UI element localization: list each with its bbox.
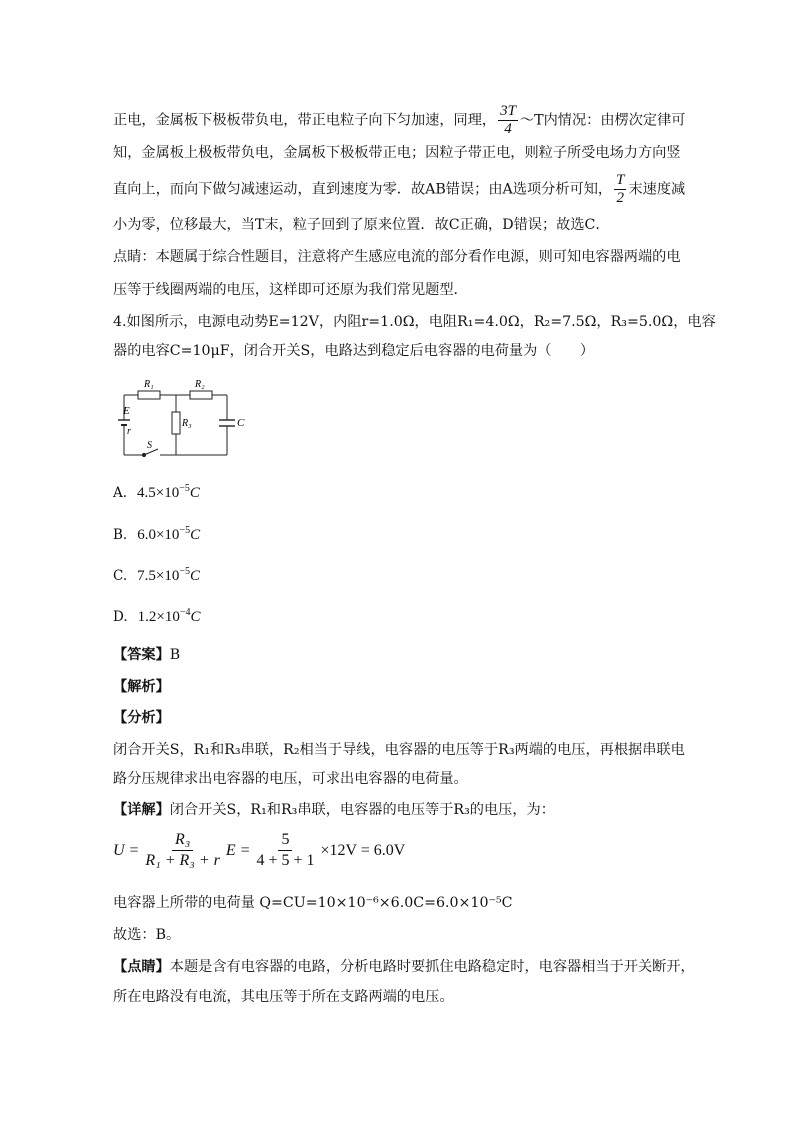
option-unit: C bbox=[189, 485, 200, 501]
label-r2: R₂ bbox=[195, 379, 205, 390]
text-line: 点睛：本题属于综合性题目，注意将产生感应电流的部分看作电源，则可知电容器两端的电 bbox=[113, 249, 681, 265]
option-b bbox=[113, 525, 200, 544]
dianjing-line bbox=[113, 957, 695, 977]
answer-value: B bbox=[169, 647, 181, 663]
text-line: 压等于线圈两端的电压，这样即可还原为我们常见题型． bbox=[113, 282, 468, 298]
text-segment: 正电，金属板下极板带负电，带正电粒子向下匀加速，同理， bbox=[113, 112, 497, 129]
fenxi-header: 【分析】 bbox=[113, 710, 170, 726]
fraction-numerator: 3T bbox=[500, 103, 516, 119]
option-a bbox=[113, 483, 200, 502]
text-line bbox=[113, 103, 685, 138]
eq-rhs: ×12V = 6.0V bbox=[320, 841, 406, 859]
option-unit: C bbox=[190, 568, 201, 584]
option-exponent: −4 bbox=[179, 607, 191, 618]
option-letter: B. bbox=[113, 527, 128, 543]
label-r3: R₃ bbox=[182, 418, 192, 429]
resistor-r3 bbox=[172, 412, 180, 434]
option-mantissa: 4.5×10 bbox=[137, 485, 180, 501]
option-exponent: −5 bbox=[179, 566, 190, 577]
eq-lhs: U = bbox=[113, 841, 140, 859]
circuit-diagram bbox=[108, 368, 248, 460]
text-segment: 末速度减 bbox=[628, 181, 686, 198]
answer-label: 【答案】 bbox=[113, 647, 170, 663]
eq-f2-numerator: 5 bbox=[278, 830, 292, 851]
text-line bbox=[113, 172, 685, 207]
resistor-r1 bbox=[138, 391, 160, 399]
fraction-denominator: 4 bbox=[504, 121, 512, 137]
label-c: C bbox=[237, 417, 245, 429]
text-line: 所在电路没有电流，其电压等于所在支路两端的电压。 bbox=[113, 989, 454, 1005]
fraction-numerator: T bbox=[616, 172, 625, 188]
option-d bbox=[113, 607, 201, 626]
fraction bbox=[614, 172, 626, 207]
fraction-denominator: 2 bbox=[616, 190, 625, 206]
text-line: 路分压规律求出电容器的电压，可求出电容器的电荷量。 bbox=[113, 771, 468, 787]
eq-fraction-2 bbox=[253, 830, 317, 871]
detail-label: 【详解】 bbox=[113, 802, 170, 818]
voltage-equation bbox=[113, 830, 405, 871]
text-line: 闭合开关S，R₁和R₃串联，R₂相当于导线，电容器的电压等于R₃两端的电压，再根据串联电 bbox=[113, 742, 685, 758]
question-line: 4.如图所示，电源电动势E=12V，内阻r=1.0Ω，电阻R₁=4.0Ω，R₂=7.5Ω，R₃=5.0Ω，电容 bbox=[113, 314, 716, 330]
eq-mid: E = bbox=[225, 841, 251, 859]
option-exponent: −5 bbox=[179, 483, 190, 494]
question-line: 器的电容C=10μF，闭合开关S，电路达到稳定后电容器的电荷量为（ ） bbox=[113, 343, 595, 359]
label-e: E bbox=[123, 405, 130, 417]
eq-f2-denominator: 4 + 5 + 1 bbox=[256, 852, 315, 869]
option-c bbox=[113, 566, 200, 585]
resistor-r2 bbox=[190, 391, 212, 399]
option-letter: A. bbox=[113, 485, 128, 501]
text-segment: 直向上，而向下做匀减速运动，直到速度为零．故AB错误；由A选项分析可知， bbox=[113, 181, 613, 198]
dianjing-text: 本题是含有电容器的电路，分析电路时要抓住电路稳定时，电容器相当于开关断开， bbox=[169, 959, 695, 975]
charge-line: 电容器上所带的电荷量 Q=CU=10×10⁻⁶×6.0C=6.0×10⁻⁵C bbox=[113, 895, 513, 911]
eq-f1-denominator: R₁ + R₃ + r bbox=[145, 852, 220, 869]
label-r: r bbox=[127, 426, 131, 437]
eq-f1-numerator: R₃ bbox=[172, 830, 193, 851]
option-mantissa: 6.0×10 bbox=[137, 527, 180, 543]
detail-text: 闭合开关S，R₁和R₃串联，电容器的电压等于R₃的电压，为： bbox=[169, 802, 555, 818]
option-mantissa: 1.2×10 bbox=[137, 609, 180, 625]
option-exponent: −5 bbox=[179, 525, 191, 536]
text-segment: ～T内情况：由楞次定律可 bbox=[519, 112, 686, 129]
text-line: 知，金属板上极板带负电，金属板下极板带正电；因粒子带正电，则粒子所受电场力方向竖 bbox=[113, 145, 681, 161]
dianjing-label: 【点睛】 bbox=[113, 959, 170, 975]
label-s: S bbox=[147, 440, 152, 451]
label-r1: R₁ bbox=[144, 379, 154, 390]
choose-line: 故选：B。 bbox=[113, 927, 181, 943]
fraction bbox=[498, 103, 518, 138]
answer-line bbox=[113, 645, 180, 665]
analysis-header: 【解析】 bbox=[113, 679, 170, 695]
option-unit: C bbox=[190, 527, 201, 543]
option-mantissa: 7.5×10 bbox=[137, 568, 180, 584]
option-letter: D. bbox=[113, 609, 128, 625]
detail-line bbox=[113, 800, 555, 820]
text-line: 小为零，位移最大，当T末，粒子回到了原来位置．故C正确，D错误；故选C． bbox=[113, 217, 610, 233]
option-unit: C bbox=[190, 609, 201, 625]
option-letter: C. bbox=[113, 568, 128, 584]
eq-fraction-1 bbox=[142, 830, 223, 871]
